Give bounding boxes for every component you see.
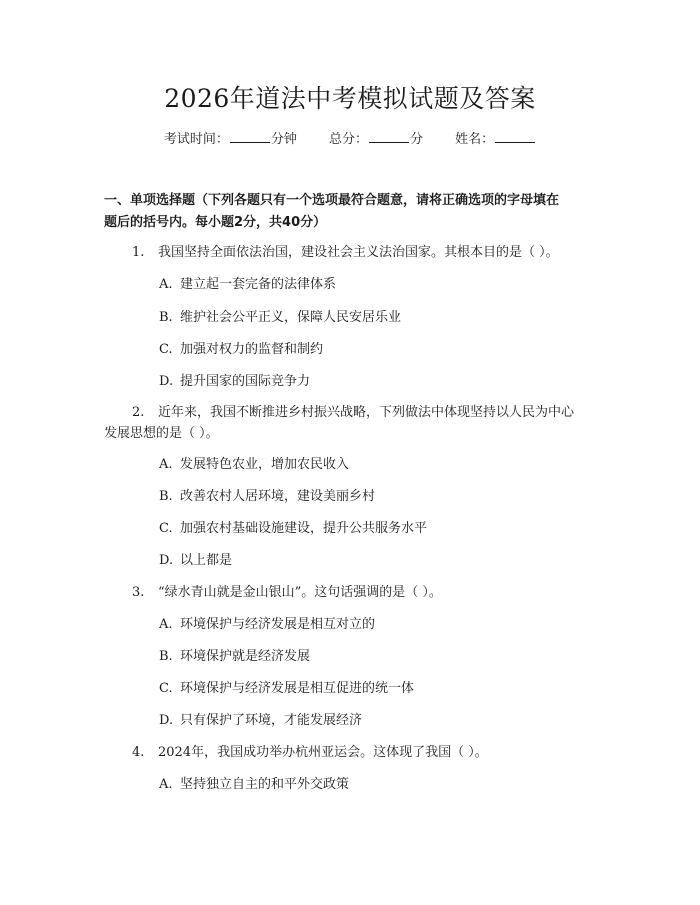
- question-3-option-c: [159, 679, 414, 699]
- page-title: 2026年道法中考模拟试题及答案: [164, 84, 536, 113]
- option-letter: B.: [159, 489, 173, 504]
- question-4: [132, 743, 488, 763]
- option-text: 只有保护了环境，才能发展经济: [180, 713, 363, 728]
- question-2-option-d: [159, 551, 232, 571]
- option-text: 发展特色农业，增加农民收入: [180, 457, 350, 472]
- option-text: 加强对权力的监督和制约: [180, 342, 324, 357]
- question-3-option-b: [159, 647, 310, 667]
- option-text: 环境保护与经济发展是相互促进的统一体: [180, 681, 415, 696]
- time-blank: [230, 130, 270, 143]
- name-label: 姓名：: [455, 132, 495, 147]
- score-blank: [369, 130, 409, 143]
- question-2: [132, 403, 574, 423]
- option-text: 环境保护就是经济发展: [180, 649, 311, 664]
- question-number: 1.: [132, 245, 145, 260]
- question-number: 3.: [132, 585, 145, 600]
- option-text: 建立起一套完备的法律体系: [180, 277, 337, 292]
- question-text: 2024年，我国成功举办杭州亚运会。这体现了我国（ ）。: [158, 745, 488, 760]
- name-field: [455, 132, 536, 147]
- question-1-option-b: [159, 308, 401, 328]
- question-text: “绿水青山就是金山银山”。这句话强调的是（ ）。: [158, 585, 442, 600]
- section-heading: [104, 190, 600, 234]
- option-text: 改善农村人居环境，建设美丽乡村: [180, 489, 376, 504]
- option-letter: D.: [159, 713, 174, 728]
- total-score-field: [329, 132, 427, 147]
- option-letter: C.: [159, 342, 173, 357]
- option-letter: C.: [159, 521, 173, 536]
- option-text: 以上都是: [180, 553, 233, 568]
- question-1-option-a: [159, 275, 336, 295]
- question-number: 4.: [132, 745, 145, 760]
- option-letter: A.: [159, 457, 173, 472]
- question-3: [132, 583, 442, 603]
- question-1-option-c: [159, 340, 323, 360]
- question-2-continued: [104, 424, 219, 444]
- question-1: [132, 243, 559, 263]
- question-3-option-a: [159, 615, 375, 635]
- option-text: 提升国家的国际竞争力: [180, 374, 311, 389]
- exam-time-field: [164, 132, 301, 147]
- time-unit: 分钟: [270, 132, 297, 147]
- section-heading-line-1: 一、单项选择题（下列各题只有一个选项最符合题意，请将正确选项的字母填在: [104, 193, 560, 208]
- question-2-option-a: [159, 455, 349, 475]
- score-unit: 分: [410, 132, 424, 147]
- option-text: 加强农村基础设施建设，提升公共服务水平: [180, 521, 428, 536]
- question-2-option-c: [159, 519, 427, 539]
- option-letter: C.: [159, 681, 173, 696]
- option-text: 环境保护与经济发展是相互对立的: [180, 617, 376, 632]
- option-letter: B.: [159, 310, 173, 325]
- option-letter: D.: [159, 374, 174, 389]
- option-letter: A.: [159, 777, 173, 792]
- option-letter: B.: [159, 649, 173, 664]
- option-text: 坚持独立自主的和平外交政策: [180, 777, 350, 792]
- option-letter: A.: [159, 277, 173, 292]
- section-heading-line-2: 题后的括号内。每小题2分，共40分）: [104, 215, 327, 230]
- option-letter: A.: [159, 617, 173, 632]
- question-text-continued: 发展思想的是（ ）。: [104, 426, 219, 441]
- question-text: 我国坚持全面依法治国，建设社会主义法治国家。其根本目的是（ ）。: [158, 245, 559, 260]
- question-2-option-b: [159, 487, 375, 507]
- option-text: 维护社会公平正义，保障人民安居乐业: [180, 310, 402, 325]
- question-4-option-a: [159, 775, 349, 795]
- question-number: 2.: [132, 405, 145, 420]
- name-blank: [495, 130, 535, 143]
- exam-meta: [0, 130, 700, 150]
- question-3-option-d: [159, 711, 362, 731]
- option-letter: D.: [159, 553, 174, 568]
- question-1-option-d: [159, 372, 310, 392]
- time-label: 考试时间：: [163, 132, 229, 147]
- score-label: 总分：: [328, 132, 368, 147]
- question-text: 近年来，我国不断推进乡村振兴战略，下列做法中体现坚持以人民为中心: [158, 405, 575, 420]
